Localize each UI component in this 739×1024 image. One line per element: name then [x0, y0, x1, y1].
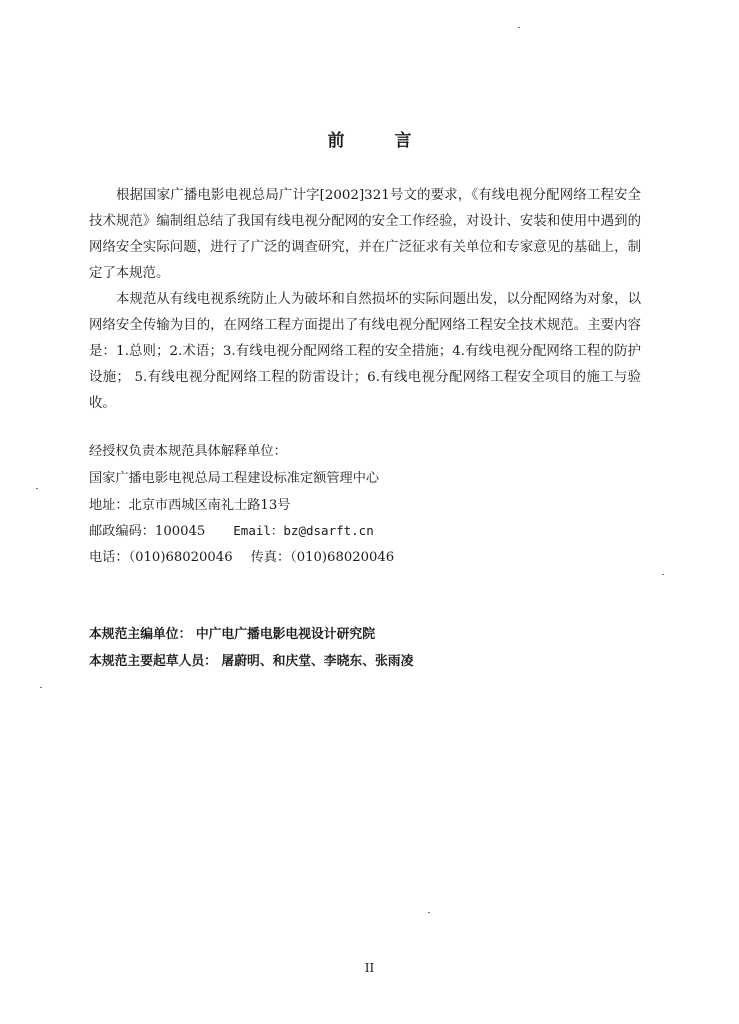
contact-email: Email：bz@dsarft.cn — [233, 523, 374, 538]
contact-fax: 传真：（010)68020046 — [250, 550, 395, 565]
main-drafters: 本规范主要起草人员： 屠蔚明、和庆堂、李晓东、张雨凌 — [89, 654, 414, 669]
page-number: II — [364, 961, 375, 975]
contact-phone-fax-row — [89, 546, 394, 565]
paragraph-scope: 本规范从有线电视系统防止人为破坏和自然损坏的实际问题出发，以分配网络为对象，以网络安全传输为目的，在网络工程方面提出了有线电视分配网络工程安全技术规范。主要内容是：1.总则；2.术语；3.有线电视分配网络工程的安全措施；4.有线电视分配网络工程的防护设施； 5.有线电视分配网络工程的防雷设计；6.有线电视分配网络工程安全项目的施工与验收。 — [89, 292, 641, 411]
contact-organization: 国家广播电影电视总局工程建设标准定额管理中心 — [89, 471, 380, 486]
page-title: 前 言 — [327, 131, 434, 151]
paragraph-intro: 根据国家广播电影电视总局广计字[2002]321号文的要求，《有线电视分配网络工程安全技术规范》编制组总结了我国有线电视分配网的安全工作经验，对设计、安装和使用中遇到的网络安全实际问题，进行了广泛的调查研究，并在广泛征求有关单位和专家意见的基础上，制定了本规范。 — [89, 188, 641, 281]
contact-postcode: 邮政编码：100045 — [89, 524, 206, 539]
scan-speck — [428, 912, 430, 913]
contact-address: 地址：北京市西城区南礼士路13号 — [89, 498, 291, 513]
scan-speck — [662, 574, 664, 575]
contact-heading: 经授权负责本规范具体解释单位： — [89, 444, 287, 459]
scan-speck — [36, 488, 38, 489]
chief-editing-unit: 本规范主编单位： 中广电广播电影电视设计研究院 — [89, 627, 375, 642]
contact-phone: 电话：（010)68020046 — [89, 550, 233, 565]
contact-postcode-email-row — [89, 520, 374, 539]
scan-speck — [40, 687, 42, 688]
scan-speck — [518, 27, 520, 28]
